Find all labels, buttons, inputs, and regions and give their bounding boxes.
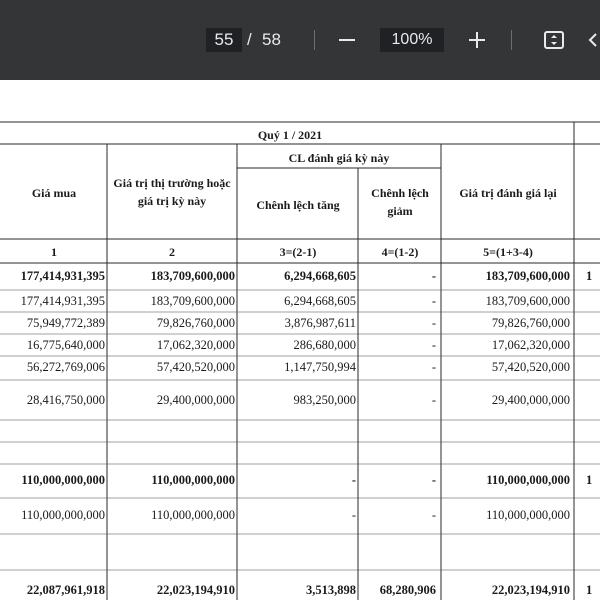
table-cell: 75,949,772,389 (26, 316, 105, 330)
table-cell: 6,294,668,605 (284, 294, 356, 308)
table-cell: - (431, 338, 436, 352)
table-cell: 22,023,194,910 (156, 583, 235, 597)
column-code-4: 4=(1-2) (381, 245, 419, 259)
zoom-out-button[interactable] (333, 26, 361, 54)
group-header: CL đánh giá kỳ này (288, 151, 390, 165)
fit-page-icon (542, 28, 566, 52)
column-header-1: Giá mua (31, 186, 77, 200)
fit-to-page-button[interactable] (540, 26, 568, 54)
table-cell: 57,420,520,000 (156, 360, 235, 374)
table-cell: 17,062,320,000 (156, 338, 235, 352)
table-cell: 57,420,520,000 (491, 360, 570, 374)
table-cell: 183,709,600,000 (150, 269, 235, 283)
column-header-3: Chênh lệch tăng (256, 198, 340, 212)
table-cell: - (431, 508, 436, 522)
table-cell: 22,023,194,910 (491, 583, 570, 597)
plus-icon (467, 30, 487, 50)
table-cell: 28,416,750,000 (26, 393, 105, 407)
table-cell: 177,414,931,395 (20, 294, 105, 308)
table-cell: 29,400,000,000 (156, 393, 235, 407)
column-code-3: 3=(2-1) (279, 245, 317, 259)
table-cell: 110,000,000,000 (21, 508, 105, 522)
table-cell: 110,000,000,000 (151, 508, 235, 522)
table-cell: 1,147,750,994 (284, 360, 356, 374)
rotate-button[interactable] (586, 26, 600, 54)
table-cell: - (351, 508, 356, 522)
table-cell: 3,513,898 (306, 583, 356, 597)
period-title: Quý 1 / 2021 (257, 128, 323, 142)
page-number-input[interactable]: 55 (206, 28, 242, 52)
table-cell: 110,000,000,000 (21, 473, 105, 487)
table-cell: - (431, 294, 436, 308)
table-cell: 17,062,320,000 (491, 338, 570, 352)
table-cell: - (431, 269, 436, 283)
pdf-page[interactable] (0, 80, 600, 600)
column-header-4: Chênh lệch giảm (371, 186, 429, 218)
table-cell: 183,709,600,000 (485, 294, 570, 308)
table-cell: 983,250,000 (293, 393, 356, 407)
table-cell: - (431, 316, 436, 330)
table-cell: 22,087,961,918 (26, 583, 105, 597)
column-header-2: Giá trị thị trường hoặc giá trị kỳ này (113, 176, 231, 208)
table-cell: 110,000,000,000 (151, 473, 235, 487)
column-header-5: Giá trị đánh giá lại (459, 186, 557, 200)
table-cell: 16,775,640,000 (26, 338, 105, 352)
table-cell: 6,294,668,605 (284, 269, 356, 283)
total-pages: 58 (262, 30, 281, 49)
table-cell: 183,709,600,000 (150, 294, 235, 308)
table-cell: 56,272,769,006 (26, 360, 105, 374)
column-code-1: 1 (51, 245, 57, 259)
table-cell: 79,826,760,000 (156, 316, 235, 330)
table-cell: 110,000,000,000 (486, 508, 570, 522)
page-separator: / (247, 30, 252, 49)
right-edge-fragment: 1 (586, 473, 593, 487)
table-cell: 177,414,931,395 (20, 269, 105, 283)
table-cell: 286,680,000 (293, 338, 356, 352)
table-cell: 110,000,000,000 (486, 473, 570, 487)
table-cell: - (431, 473, 436, 487)
table-cell: 183,709,600,000 (485, 269, 570, 283)
column-code-2: 2 (169, 245, 175, 259)
table-cell: - (351, 473, 356, 487)
table-cell: 29,400,000,000 (491, 393, 570, 407)
rotate-icon (586, 30, 600, 50)
zoom-in-button[interactable] (463, 26, 491, 54)
toolbar-divider (511, 30, 512, 50)
minus-icon (337, 30, 357, 50)
column-code-5: 5=(1+3-4) (483, 245, 533, 259)
right-edge-fragment: 1 (586, 269, 593, 283)
right-edge-fragment: 1 (586, 583, 593, 597)
table-cell: 68,280,906 (379, 583, 436, 597)
pdf-toolbar (0, 0, 600, 80)
table-cell: - (431, 393, 436, 407)
table-cell: - (431, 360, 436, 374)
table-cell: 3,876,987,611 (284, 316, 356, 330)
table-cell: 79,826,760,000 (491, 316, 570, 330)
zoom-level-input[interactable]: 100% (380, 28, 444, 52)
toolbar-divider (314, 30, 315, 50)
